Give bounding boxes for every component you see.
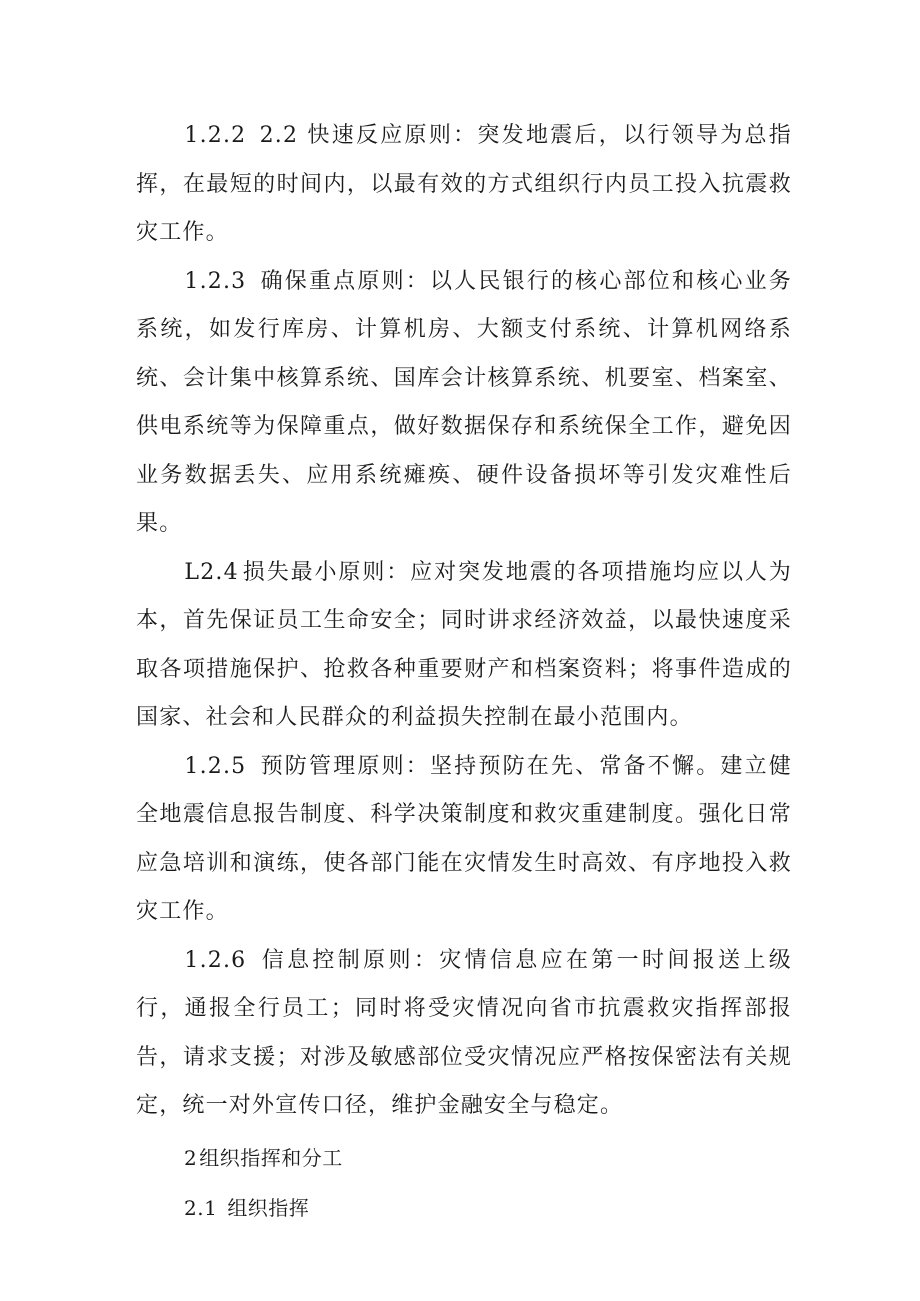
- paragraph-number: 1.2.2: [184, 123, 247, 148]
- paragraph-text: 2.2 快速反应原则：突发地震后，以行领导为总指挥，在最短的时间内，以最有效的方式组织行内员工投入抗震救灾工作。: [136, 123, 792, 245]
- paragraph-1-2-2: [136, 112, 792, 258]
- paragraph-number: 1.2.6: [184, 947, 247, 973]
- paragraph-1-2-4: [136, 549, 792, 743]
- paragraph-text: 确保重点原则：以人民银行的核心部位和核心业务系统，如发行库房、计算机房、大额支付系统、计算机网络系统、会计集中核算系统、国库会计核算系统、机要室、档案室、供电系统等为保障重点，做好数据保存和系统保全工作，避免因业务数据丢失、应用系统瘫痪、硬件设备损坏等引发灾难性后果。: [136, 268, 792, 536]
- paragraph-1-2-6: [136, 937, 792, 1131]
- heading-text: 组织指挥和分工: [199, 1145, 343, 1170]
- section-heading-2: [136, 1133, 792, 1183]
- paragraph-number: L2.4: [184, 559, 239, 585]
- paragraph-text: 信息控制原则：灾情信息应在第一时间报送上级行，通报全行员工；同时将受灾情况向省市抗震救灾指挥部报告，请求支援；对涉及敏感部位受灾情况应严格按保密法有关规定，统一对外宣传口径，维护金融安全与稳定。: [136, 947, 792, 1118]
- heading-number: 2.1: [184, 1195, 218, 1220]
- paragraph-text: 预防管理原则：坚持预防在先、常备不懈。建立健全地震信息报告制度、科学决策制度和救灾重建制度。强化日常应急培训和演练，使各部门能在灾情发生时高效、有序地投入救灾工作。: [136, 753, 792, 924]
- heading-text: 组织指挥: [227, 1195, 310, 1220]
- paragraph-number: 1.2.5: [184, 753, 247, 779]
- paragraph-number: 1.2.3: [184, 268, 247, 294]
- paragraph-1-2-3: [136, 258, 792, 549]
- paragraph-1-2-5: [136, 743, 792, 937]
- heading-number: 2: [184, 1145, 198, 1170]
- section-heading-2-1: [136, 1183, 792, 1233]
- paragraph-text: 损失最小原则：应对突发地震的各项措施均应以人为本，首先保证员工生命安全；同时讲求经济效益，以最快速度采取各项措施保护、抢救各种重要财产和档案资料；将事件造成的国家、社会和人民群众的利益损失控制在最小范围内。: [136, 559, 792, 730]
